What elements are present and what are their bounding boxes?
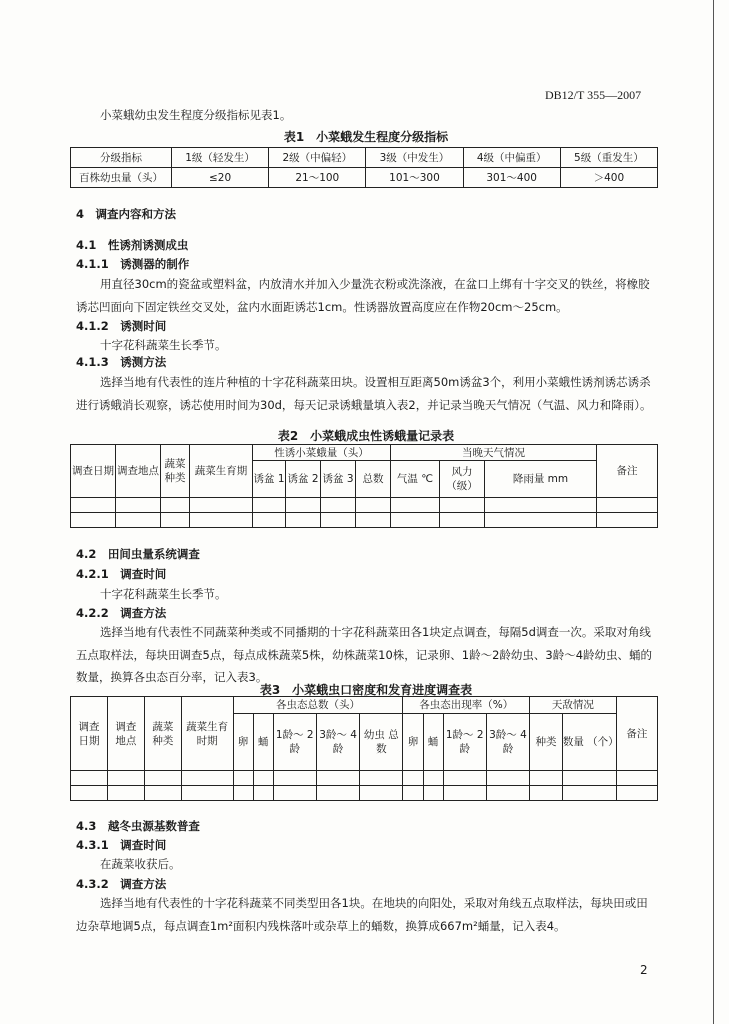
section-4-3-heading: 4.3 越冬虫源基数普查: [76, 819, 200, 833]
section-4-1-3-text: 选择当地有代表性的连片种植的十字花科蔬菜田块。设置相互距离50m诱盆3个，利用小菜蛾性诱剂诱芯诱杀进行诱蛾消长观察，诱芯使用时间为30d，每天记录诱蛾量填入表2，并记录当晚天气情况（气温、风力和降雨）。: [76, 375, 652, 412]
table1-cell: 21～100: [269, 168, 366, 188]
section-4-3-2-heading: 4.3.2 调查方法: [76, 877, 167, 891]
section-4-3-1-heading: 4.3.1 调查时间: [76, 838, 167, 852]
section-4-2-heading: 4.2 田间虫量系统调查: [76, 547, 200, 561]
intro-paragraph: 小菜蛾幼虫发生程度分级指标见表1。: [100, 108, 292, 122]
table2-col-trap3: 诱盆 3: [321, 461, 356, 498]
table1-header-cell: 分级指标: [71, 148, 172, 168]
table2-col-trap2: 诱盆 2: [286, 461, 321, 498]
table1-header-cell: 5级（重发生）: [560, 148, 657, 168]
table-row: [71, 771, 658, 786]
table3-col-variety: 蔬菜种类: [144, 697, 181, 771]
table2: [70, 444, 658, 528]
table2-col-date: 调查日期: [71, 445, 116, 498]
table2-col-wind: 风力 （级）: [440, 461, 485, 498]
table3-col-egg: 卵: [233, 714, 253, 771]
table3-col-note: 备注: [616, 697, 657, 771]
table1-header-cell: 1级（轻发生）: [172, 148, 269, 168]
table1-cell: 101～300: [366, 168, 463, 188]
table2-col-temp: 气温 ℃: [391, 461, 440, 498]
table3-col-stage: 蔬菜生育时期: [181, 697, 233, 771]
binding-edge-line: [713, 0, 714, 1024]
table1-header-row: [71, 148, 658, 168]
document-id: DB12/T 355—2007: [545, 88, 642, 102]
table1-cell: ＞400: [560, 168, 657, 188]
section-4-3-1-text: 在蔬菜收获后。: [100, 857, 181, 871]
table1-header-cell: 4级（中偏重）: [463, 148, 560, 168]
table3-col-rate-egg: 卵: [403, 714, 423, 771]
table3-caption: 表3 小菜蛾虫口密度和发育进度调查表: [259, 683, 473, 697]
table3-col-place: 调查地点: [107, 697, 144, 771]
table2-col-note: 备注: [597, 445, 658, 498]
section-4-1-heading: 4.1 性诱剂诱测成虫: [76, 238, 189, 252]
table1-data-row: [71, 168, 658, 188]
table-row: [71, 786, 658, 801]
table3-col-larva-total: 幼虫 总数: [360, 714, 403, 771]
section-4-3-2-text: 选择当地有代表性的十字花科蔬菜不同类型田各1块。在地块的向阳处，采取对角线五点取样法，每块田或田边杂草地调5点，每点调查1m²面积内残株落叶或杂草上的蛹数，换算成667m²蛹量，记入表4。: [76, 896, 648, 933]
section-4-2-2-text: 选择当地有代表性不同蔬菜种类或不同播期的十字花科蔬菜田各1块定点调查，每隔5d调查一次。采取对角线五点取样法，每块田调查5点，每点成株蔬菜5株，幼株蔬菜10株，记录卵、1龄～2龄幼虫、3龄～4龄幼虫、蛹的数量，换算各虫态百分率，记入表3。: [76, 625, 653, 684]
table1-caption: 表1 小菜蛾发生程度分级指标: [283, 130, 449, 144]
table3-group-total: 各虫态总数（头）: [233, 697, 403, 714]
section-4-1-1-text: 用直径30cm的瓷盆或塑料盆，内放清水并加入少量洗衣粉或洗涤液，在盆口上绑有十字交叉的铁丝，将橡胶诱芯凹面向下固定铁丝交叉处，盆内水面距诱芯1cm。性诱器放置高度应在作物20cm～25cm。: [76, 277, 650, 314]
table3-col-enemy-kind: 种类: [530, 714, 563, 771]
section-4-2-1-text: 十字花科蔬菜生长季节。: [100, 587, 227, 601]
table1: [70, 147, 658, 188]
table3-group-enemy: 天敌情况: [530, 697, 617, 714]
table2-caption: 表2 小菜蛾成虫性诱蛾量记录表: [277, 429, 455, 443]
table-row: [71, 498, 658, 513]
table3-group-rate: 各虫态出现率（%）: [403, 697, 530, 714]
table3-col-rate-instar34: 3龄～ 4龄: [486, 714, 529, 771]
table1-cell: ≤20: [172, 168, 269, 188]
section-4-heading: 4 调查内容和方法: [76, 207, 177, 221]
table2-col-place: 调查地点: [116, 445, 161, 498]
table3-col-enemy-count: 数量 （个）: [562, 714, 616, 771]
table2-col-stage: 蔬菜生育期: [190, 445, 253, 498]
page-number: 2: [640, 963, 648, 977]
table2-col-rain: 降雨量 mm: [485, 461, 597, 498]
table-row: [71, 513, 658, 528]
section-4-1-2-heading: 4.1.2 诱测时间: [76, 319, 167, 333]
section-4-2-2-heading: 4.2.2 调查方法: [76, 606, 167, 620]
section-4-1-1-heading: 4.1.1 诱测器的制作: [76, 257, 190, 271]
table3-col-date: 调查日期: [71, 697, 108, 771]
table3-col-rate-pupa: 蛹: [423, 714, 443, 771]
table2-col-variety: 蔬菜种类: [161, 445, 190, 498]
table3-col-rate-instar12: 1龄～ 2龄: [443, 714, 486, 771]
table2-col-trap1: 诱盆 1: [253, 461, 286, 498]
table3-col-pupa: 蛹: [253, 714, 273, 771]
section-4-2-1-heading: 4.2.1 调查时间: [76, 567, 167, 581]
table1-cell: 百株幼虫量（头）: [71, 168, 172, 188]
table2-group-weather: 当晚天气情况: [391, 445, 597, 461]
table1-header-cell: 3级（中发生）: [366, 148, 463, 168]
table3-col-instar12: 1龄～ 2龄: [273, 714, 316, 771]
section-4-1-3-heading: 4.1.3 诱测方法: [76, 355, 167, 369]
section-4-1-2-text: 十字花科蔬菜生长季节。: [100, 338, 227, 352]
table3-col-instar34: 3龄～ 4龄: [316, 714, 359, 771]
table3: [70, 696, 658, 801]
table1-header-cell: 2级（中偏轻）: [269, 148, 366, 168]
table1-cell: 301～400: [463, 168, 560, 188]
table2-group-trap: 性诱小菜蛾量（头）: [253, 445, 391, 461]
table2-col-total: 总数: [356, 461, 391, 498]
